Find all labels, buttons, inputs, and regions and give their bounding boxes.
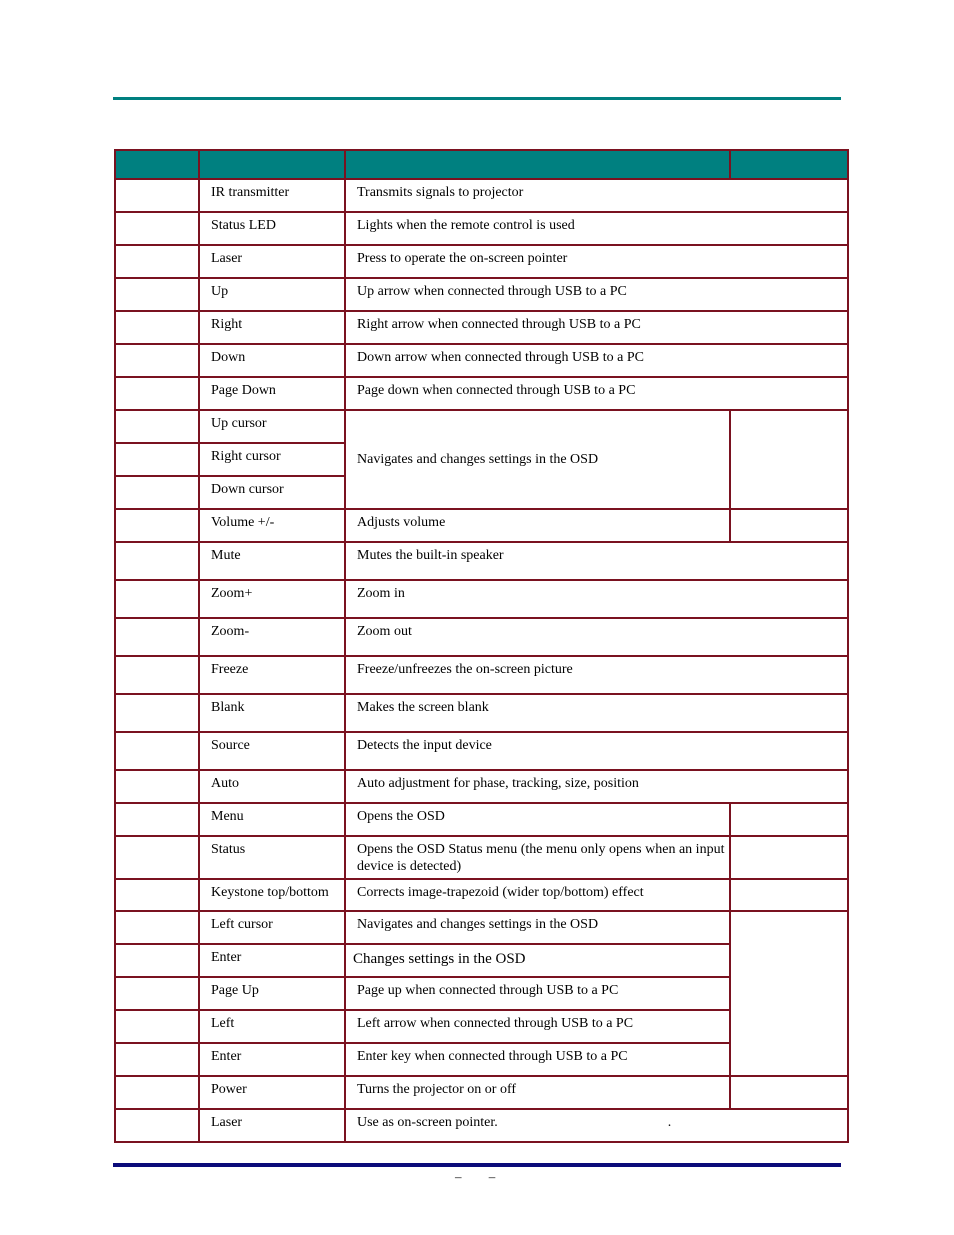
- button-label: Enter: [199, 1043, 345, 1076]
- item-cell: [115, 770, 199, 803]
- item-cell: [115, 694, 199, 732]
- table-row: [115, 509, 848, 542]
- button-description: Page down when connected through USB to a PC: [345, 377, 848, 410]
- button-description: Right arrow when connected through USB to a PC: [345, 311, 848, 344]
- item-cell: [115, 1076, 199, 1109]
- button-label: Freeze: [199, 656, 345, 694]
- item-cell: [115, 1109, 199, 1142]
- button-label: Blank: [199, 694, 345, 732]
- table-row: [115, 911, 848, 944]
- button-label: Zoom+: [199, 580, 345, 618]
- item-cell: [115, 344, 199, 377]
- page-cell: [730, 879, 848, 911]
- item-cell: [115, 618, 199, 656]
- button-label: Menu: [199, 803, 345, 836]
- item-cell: [115, 1010, 199, 1043]
- table-row: [115, 618, 848, 656]
- button-description: Left arrow when connected through USB to a PC: [345, 1010, 730, 1043]
- button-description: Navigates and changes settings in the OSD: [345, 911, 730, 944]
- table-row: [115, 245, 848, 278]
- button-label: Page Down: [199, 377, 345, 410]
- button-label: Left cursor: [199, 911, 345, 944]
- table-row: [115, 1109, 848, 1142]
- table-row: [115, 580, 848, 618]
- button-description: Enter key when connected through USB to a PC: [345, 1043, 730, 1076]
- laser-description-end: .: [667, 1115, 672, 1130]
- header-cell-description: [345, 150, 730, 179]
- button-description: Turns the projector on or off: [345, 1076, 730, 1109]
- page-cell: [730, 911, 848, 1076]
- button-description: Page up when connected through USB to a PC: [345, 977, 730, 1010]
- item-cell: [115, 476, 199, 509]
- button-label: Up cursor: [199, 410, 345, 443]
- header-cell-item: [115, 150, 199, 179]
- page-cell: [730, 803, 848, 836]
- header-rule: [113, 97, 841, 100]
- item-cell: [115, 443, 199, 476]
- button-description: Opens the OSD: [345, 803, 730, 836]
- button-label: Volume +/-: [199, 509, 345, 542]
- footer-rule: [113, 1163, 841, 1167]
- button-description: Down arrow when connected through USB to a PC: [345, 344, 848, 377]
- table-row: [115, 732, 848, 770]
- table-row: [115, 803, 848, 836]
- table-row: [115, 410, 848, 443]
- item-cell: [115, 410, 199, 443]
- table-row: [115, 212, 848, 245]
- button-description: Transmits signals to projector: [345, 179, 848, 212]
- button-label: Right: [199, 311, 345, 344]
- button-label: Mute: [199, 542, 345, 580]
- button-label: Enter: [199, 944, 345, 977]
- button-description: Auto adjustment for phase, tracking, size, position: [345, 770, 848, 803]
- button-label: Laser: [199, 1109, 345, 1142]
- table-header-row: [115, 150, 848, 179]
- table-row: [115, 1076, 848, 1109]
- laser-description-text: Use as on-screen pointer.: [357, 1115, 498, 1130]
- button-description: Navigates and changes settings in the OSD: [345, 410, 730, 509]
- button-description: Makes the screen blank: [345, 694, 848, 732]
- button-description: Press to operate the on-screen pointer: [345, 245, 848, 278]
- button-label: Status LED: [199, 212, 345, 245]
- button-label: IR transmitter: [199, 179, 345, 212]
- item-cell: [115, 732, 199, 770]
- button-label: Auto: [199, 770, 345, 803]
- button-description: Adjusts volume: [345, 509, 730, 542]
- table-row: [115, 879, 848, 911]
- button-label: Down cursor: [199, 476, 345, 509]
- button-description: [345, 1109, 848, 1142]
- button-label: Source: [199, 732, 345, 770]
- table-row: [115, 278, 848, 311]
- item-cell: [115, 278, 199, 311]
- item-cell: [115, 1043, 199, 1076]
- page-cell: [730, 509, 848, 542]
- table-row: [115, 311, 848, 344]
- button-label: Power: [199, 1076, 345, 1109]
- button-label: Right cursor: [199, 443, 345, 476]
- header-cell-label: [199, 150, 345, 179]
- table-row: [115, 377, 848, 410]
- item-cell: [115, 509, 199, 542]
- button-description: Lights when the remote control is used: [345, 212, 848, 245]
- button-description: Zoom out: [345, 618, 848, 656]
- button-label: Laser: [199, 245, 345, 278]
- item-cell: [115, 212, 199, 245]
- item-cell: [115, 179, 199, 212]
- item-cell: [115, 580, 199, 618]
- page-cell: [730, 1076, 848, 1109]
- button-description: Opens the OSD Status menu (the menu only opens when an input device is detected): [345, 836, 730, 879]
- item-cell: [115, 836, 199, 879]
- table-row: [115, 344, 848, 377]
- header-cell-page: [730, 150, 848, 179]
- button-description: Changes settings in the OSD: [345, 944, 730, 977]
- table-row: [115, 179, 848, 212]
- item-cell: [115, 245, 199, 278]
- item-cell: [115, 977, 199, 1010]
- button-description: Mutes the built-in speaker: [345, 542, 848, 580]
- button-label: Page Up: [199, 977, 345, 1010]
- button-description: Freeze/unfreezes the on-screen picture: [345, 656, 848, 694]
- page-cell: [730, 836, 848, 879]
- item-cell: [115, 879, 199, 911]
- remote-control-table: [114, 149, 849, 1143]
- button-label: Status: [199, 836, 345, 879]
- button-description: Detects the input device: [345, 732, 848, 770]
- table-row: [115, 694, 848, 732]
- button-label: Down: [199, 344, 345, 377]
- item-cell: [115, 311, 199, 344]
- table-row: [115, 770, 848, 803]
- table-row: [115, 542, 848, 580]
- item-cell: [115, 803, 199, 836]
- item-cell: [115, 911, 199, 944]
- button-description: Zoom in: [345, 580, 848, 618]
- button-label: Keystone top/bottom: [199, 879, 345, 911]
- button-label: Zoom-: [199, 618, 345, 656]
- button-label: Up: [199, 278, 345, 311]
- page-cell: [730, 410, 848, 509]
- page-number-marker: – –: [455, 1169, 508, 1184]
- button-description: Up arrow when connected through USB to a PC: [345, 278, 848, 311]
- button-label: Left: [199, 1010, 345, 1043]
- table-row: [115, 656, 848, 694]
- item-cell: [115, 542, 199, 580]
- item-cell: [115, 656, 199, 694]
- button-description: Corrects image-trapezoid (wider top/bottom) effect: [345, 879, 730, 911]
- table-row: [115, 836, 848, 879]
- item-cell: [115, 377, 199, 410]
- item-cell: [115, 944, 199, 977]
